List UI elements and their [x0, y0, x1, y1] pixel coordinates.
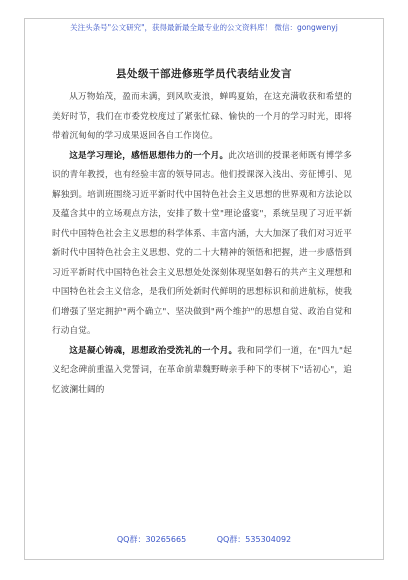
footer-qq-group-1: QQ群：30265665 [116, 535, 187, 544]
paragraph-lead: 这是凝心铸魂，思想政治受洗礼的一个月。 [69, 345, 238, 356]
footer-qq-group-2: QQ群：535304092 [216, 535, 292, 544]
document-body [52, 88, 352, 400]
paragraph-lead: 这是学习理论，感悟思想伟力的一个月。 [69, 150, 229, 161]
document-title: 县处级干部进修班学员代表结业发言 [116, 68, 292, 80]
paragraph [52, 88, 352, 147]
footer [38, 534, 370, 545]
paragraph-text: 我和同学们一道，在"四九"起义纪念碑前重温入党誓词，在革命前辈魏野畴亲手种下的枣树下"话初心"，追忆波澜壮阔的 [52, 345, 352, 395]
paragraph [52, 147, 352, 342]
paragraph-text: 此次培训的授课老师既有博学多识的青年教授，也有经验丰富的领导同志。他们授课深入浅出、旁征博引、见解独到。培训班围绕习近平新时代中国特色社会主义思想的世界观和方法论以及蕴含其中的立场观点方法，安排了数十堂"理论盛宴"，系统呈现了习近平新时代中国特色社会主义思想的科学体系、丰富内涵，大大加深了我们对习近平新时代中国特色社会主义思想、党的二十大精神的领悟和把握，进一步感悟到习近平新时代中国特色社会主义思想处处深刻体现坚如磐石的共产主义理想和中国特色社会主义信念，是我们所处新时代鲜明的思想标识和前进航标，使我们增强了坚定拥护"两个确立"、坚决做到"两个维护"的思想自觉、政治自觉和行动自觉。 [52, 150, 352, 336]
header-banner: 关注头条号"公文研究"，获得最新最全最专业的公文资料库！ 微信：gongwenyj [70, 23, 338, 32]
paragraph-text: 从万物始茂，盈而未满，到风吹麦浪，蝉鸣夏始，在这充满收获和希望的美好时节，我们在市委党校度过了紧张忙碌、愉快的一个月的学习时光，即将带着沉甸甸的学习成果返回各自工作岗位。 [52, 92, 352, 141]
paragraph [52, 342, 352, 401]
